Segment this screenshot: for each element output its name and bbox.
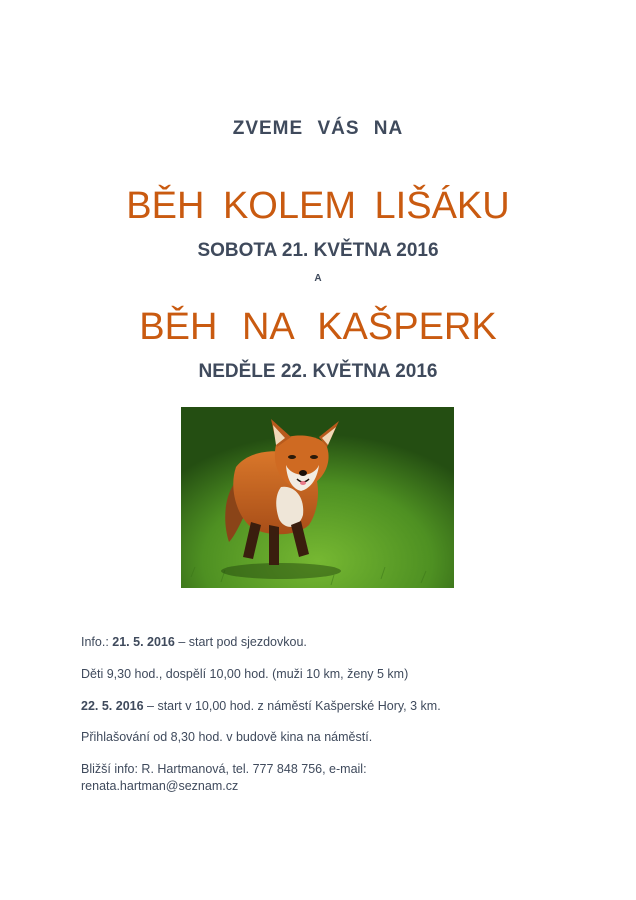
event1-title: BĚH KOLEM LIŠÁKU <box>126 185 510 227</box>
info-line-2: Děti 9,30 hod., dospělí 10,00 hod. (muži 10 km, ženy 5 km) <box>81 667 409 681</box>
fox-photo <box>181 407 454 588</box>
info-rest-3: – start v 10,00 hod. z náměstí Kašperské Hory, 3 km. <box>143 699 441 713</box>
info-rest-1: – start pod sjezdovkou. <box>174 635 307 649</box>
contact-email[interactable]: renata.hartman@seznam.cz <box>81 779 239 793</box>
event2-title: BĚH NA KAŠPERK <box>139 306 497 348</box>
info-date-2: 22. 5. 2016 <box>81 699 144 713</box>
info-line-5: Bližší info: R. Hartmanová, tel. 777 848 756, e-mail: <box>81 762 367 776</box>
event1-date: SOBOTA 21. KVĚTNA 2016 <box>197 240 439 261</box>
info-line-1 <box>81 634 307 651</box>
intro-heading: ZVEME VÁS NA <box>232 118 404 139</box>
info-prefix: Info.: <box>81 635 113 649</box>
event2-date: NEDĚLE 22. KVĚTNA 2016 <box>198 361 438 382</box>
info-date-1: 21. 5. 2016 <box>112 635 175 649</box>
info-line-4: Přihlašování od 8,30 hod. v budově kina na náměstí. <box>81 730 373 744</box>
conjunction: A <box>314 273 322 284</box>
fox-illustration <box>181 407 454 588</box>
info-line-3 <box>81 698 441 715</box>
